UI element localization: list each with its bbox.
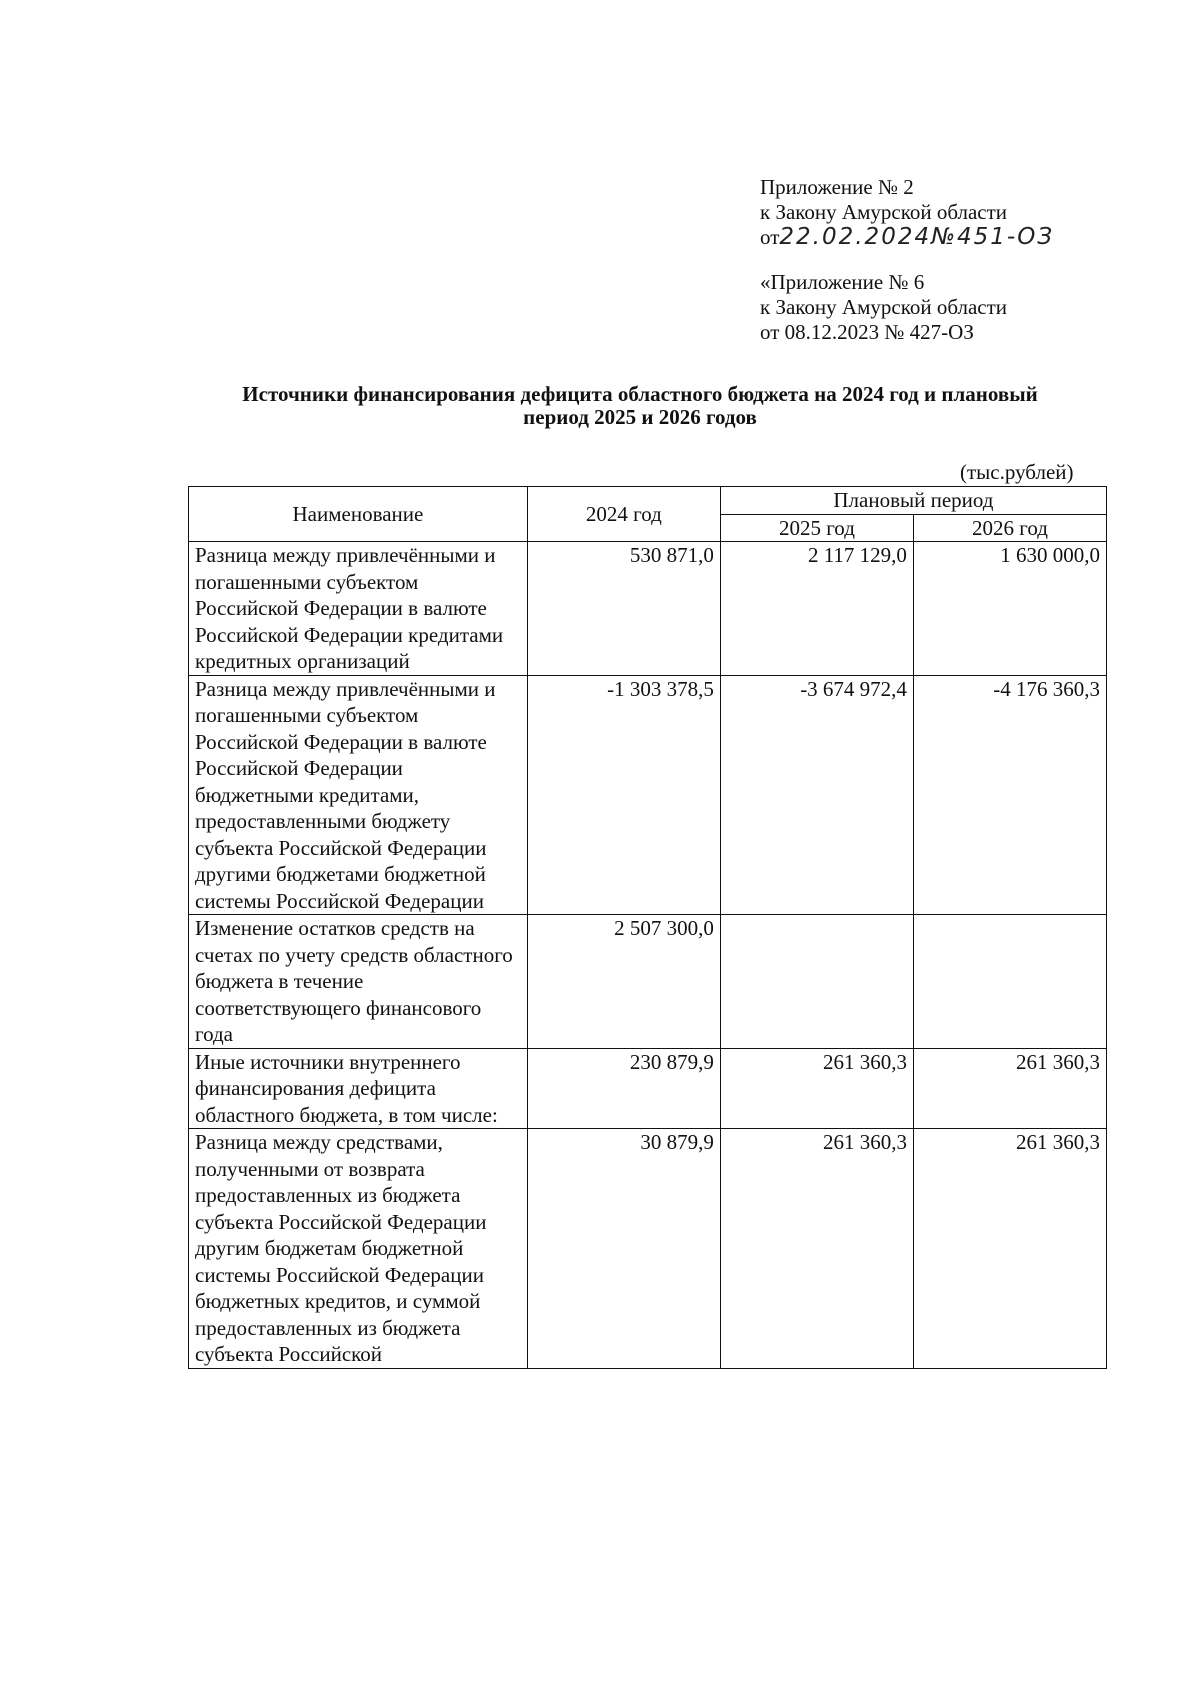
row-value-2026: 1 630 000,0	[913, 542, 1106, 676]
table-row	[189, 915, 1107, 1049]
row-value-2024: -1 303 378,5	[527, 675, 720, 915]
title-line-1: Источники финансирования дефицита областного бюджета на 2024 год и плановый	[242, 382, 1038, 406]
row-name: Иные источники внутреннего финансирования дефицита областного бюджета, в том числе:	[189, 1048, 528, 1129]
appendix-date-prefix: от	[760, 225, 780, 249]
appendix-date-line	[760, 225, 1054, 250]
budget-sources-table	[188, 486, 1107, 1369]
row-name: Изменение остатков средств на счетах по учету средств областного бюджета в течение соответствующего финансового года	[189, 915, 528, 1049]
row-value-2025: 261 360,3	[720, 1129, 913, 1369]
previous-appendix-law-ref: к Закону Амурской области	[760, 295, 1008, 319]
table-row	[189, 675, 1107, 915]
header-2024: 2024 год	[527, 487, 720, 542]
table-row	[189, 1048, 1107, 1129]
table-row	[189, 1129, 1107, 1369]
row-name: Разница между привлечёнными и погашенными субъектом Российской Федерации в валюте Российской Федерации кредитами кредитных организаций	[189, 542, 528, 676]
row-value-2024: 230 879,9	[527, 1048, 720, 1129]
row-name: Разница между средствами, полученными от возврата предоставленных из бюджета субъекта Российской Федерации другим бюджетам бюджетной системы Российской Федерации бюджетных кредитов, и суммой предоставленных из бюджета субъекта Российской	[195, 1130, 487, 1366]
header-planning-period: Плановый период	[720, 487, 1106, 515]
previous-appendix-date: от 08.12.2023 № 427-ОЗ	[760, 320, 974, 344]
table-row	[189, 542, 1107, 676]
appendix-law-ref: к Закону Амурской области	[760, 200, 1008, 224]
row-value-2024: 2 507 300,0	[527, 915, 720, 1049]
row-value-2025: 261 360,3	[720, 1048, 913, 1129]
row-value-2026: 261 360,3	[913, 1129, 1106, 1369]
row-value-2026	[913, 915, 1106, 1049]
document-title	[180, 383, 1100, 429]
header-name: Наименование	[189, 487, 528, 542]
appendix-header	[760, 175, 1054, 250]
appendix-number: Приложение № 2	[760, 175, 914, 199]
row-value-2024: 530 871,0	[527, 542, 720, 676]
unit-label: (тыс.рублей)	[960, 460, 1074, 484]
handwritten-date-number: 22.02.2024№451-ОЗ	[779, 224, 1055, 250]
header-2025: 2025 год	[720, 514, 913, 542]
row-value-2026: -4 176 360,3	[913, 675, 1106, 915]
row-value-2024: 30 879,9	[527, 1129, 720, 1369]
row-value-2025: 2 117 129,0	[720, 542, 913, 676]
table-header-row	[189, 487, 1107, 515]
row-name-cell	[189, 1129, 528, 1369]
header-2026: 2026 год	[913, 514, 1106, 542]
title-line-2: период 2025 и 2026 годов	[523, 405, 757, 429]
row-name: Разница между привлечёнными и погашенными субъектом Российской Федерации в валюте Российской Федерации бюджетными кредитами, предоставленными бюджету субъекта Российской Федерации другими бюджетами бюджетной системы Российской Федерации	[189, 675, 528, 915]
previous-appendix-number: «Приложение № 6	[760, 270, 925, 294]
previous-appendix-header	[760, 270, 1007, 345]
row-value-2026: 261 360,3	[913, 1048, 1106, 1129]
row-value-2025	[720, 915, 913, 1049]
row-value-2025: -3 674 972,4	[720, 675, 913, 915]
